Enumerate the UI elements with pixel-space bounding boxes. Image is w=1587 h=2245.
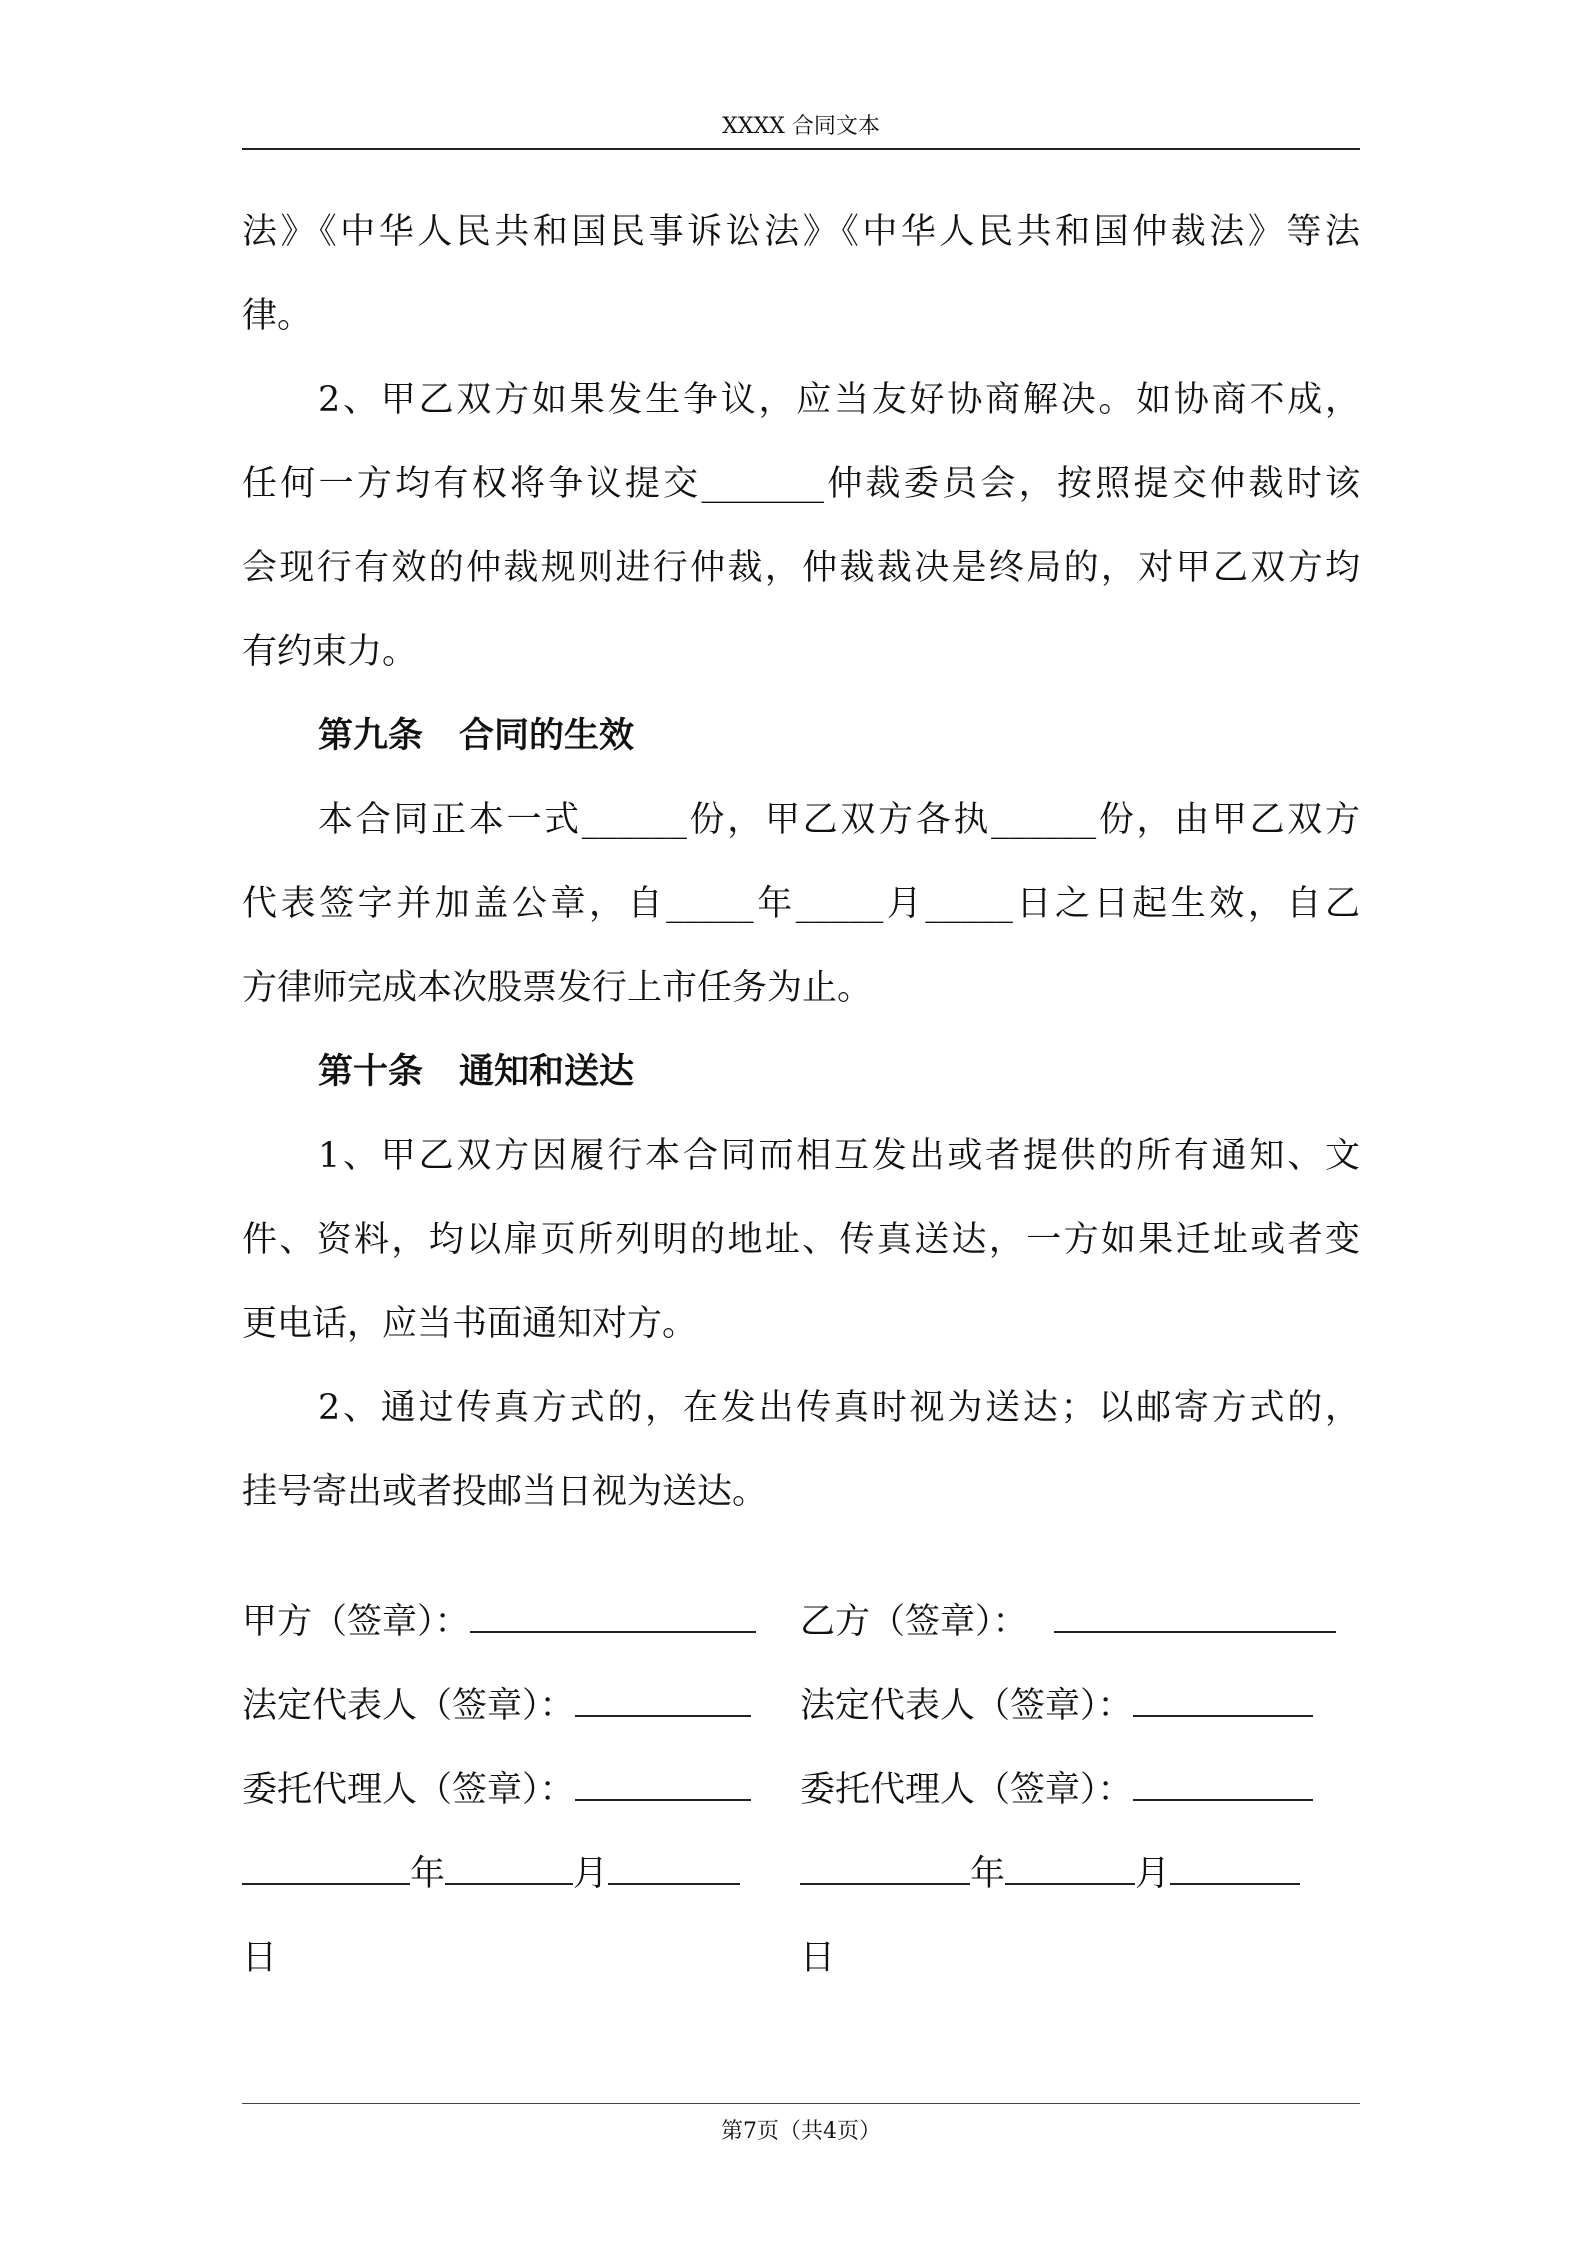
party-a-rep-row	[242, 1664, 772, 1748]
page-number: 第7页（共4页）	[721, 2119, 881, 2144]
party-a-year-label: 年	[410, 1854, 446, 1894]
article-number: 第九条	[318, 715, 424, 756]
paragraph-line: 1、甲乙双方因履行本合同而相互发出或者提供的所有通知、文	[318, 1136, 1360, 1176]
paragraph-line: 更电话，应当书面通知对方。	[242, 1304, 698, 1344]
party-b-year-label: 年	[970, 1854, 1006, 1894]
party-b-day-blank	[1170, 1857, 1300, 1885]
page-header	[242, 112, 1360, 150]
party-b-rep-label: 法定代表人（签章）：	[800, 1686, 1133, 1726]
party-b-rep-blank	[1133, 1689, 1313, 1717]
paragraph-line: 代表签字并加盖公章，自_____年_____月_____日之日起生效，自乙	[242, 884, 1360, 924]
party-a-signature	[242, 1580, 772, 2000]
paragraph-line: 2、通过传真方式的，在发出传真时视为送达；以邮寄方式的，	[318, 1388, 1360, 1428]
party-a-seal-label: 甲方（签章）：	[242, 1602, 470, 1642]
party-b-date-row	[800, 1832, 1360, 1916]
party-a-seal-row	[242, 1580, 772, 1664]
party-a-rep-label: 法定代表人（签章）：	[242, 1686, 575, 1726]
party-a-day-blank	[608, 1857, 740, 1885]
party-a-year-blank	[242, 1857, 410, 1885]
paragraph-line: 方律师完成本次股票发行上市任务为止。	[242, 968, 873, 1008]
party-b-seal-label: 乙方（签章）：	[800, 1602, 1028, 1642]
party-a-rep-blank	[575, 1689, 751, 1717]
party-b-seal-row	[800, 1580, 1360, 1664]
party-a-agent-row	[242, 1748, 772, 1832]
article-number: 第十条	[318, 1051, 424, 1092]
paragraph-line: 法》《中华人民共和国民事诉讼法》《中华人民共和国仲裁法》等法	[242, 212, 1360, 252]
party-a-seal-blank	[470, 1605, 756, 1633]
party-a-agent-label: 委托代理人（签章）：	[242, 1770, 575, 1810]
paragraph-line: 律。	[242, 296, 313, 336]
article-title: 合同的生效	[459, 715, 635, 756]
party-a-agent-blank	[575, 1773, 751, 1801]
party-a-day-row	[242, 1916, 772, 2000]
page-footer	[242, 2103, 1360, 2145]
header-title: XXXX 合同文本	[722, 114, 880, 139]
paragraph-line: 任何一方均有权将争议提交_______仲裁委员会，按照提交仲裁时该	[242, 464, 1360, 504]
party-b-agent-row	[800, 1748, 1360, 1832]
paragraph-line: 会现行有效的仲裁规则进行仲裁，仲裁裁决是终局的，对甲乙双方均	[242, 548, 1360, 588]
party-a-date-row	[242, 1832, 772, 1916]
article-10-heading	[242, 1030, 1360, 1114]
party-b-day-row	[800, 1916, 1360, 2000]
party-b-agent-blank	[1133, 1773, 1313, 1801]
party-b-day-label: 日	[800, 1938, 836, 1978]
party-b-month-blank	[1005, 1857, 1135, 1885]
party-a-month-label: 月	[573, 1854, 609, 1894]
contract-body	[242, 190, 1360, 1534]
paragraph-line: 挂号寄出或者投邮当日视为送达。	[242, 1472, 768, 1512]
paragraph-line: 本合同正本一式______份，甲乙双方各执______份，由甲乙双方	[318, 800, 1360, 840]
paragraph-line: 件、资料，均以扉页所列明的地址、传真送达，一方如果迁址或者变	[242, 1220, 1360, 1260]
party-b-agent-label: 委托代理人（签章）：	[800, 1770, 1133, 1810]
paragraph-line: 有约束力。	[242, 632, 418, 672]
party-b-year-blank	[800, 1857, 970, 1885]
party-b-seal-blank	[1054, 1605, 1336, 1633]
paragraph-line: 2、甲乙双方如果发生争议，应当友好协商解决。如协商不成，	[318, 380, 1360, 420]
article-title: 通知和送达	[459, 1051, 635, 1092]
party-b-signature	[800, 1580, 1360, 2000]
party-a-day-label: 日	[242, 1938, 278, 1978]
party-b-rep-row	[800, 1664, 1360, 1748]
party-b-month-label: 月	[1135, 1854, 1171, 1894]
article-9-heading	[242, 694, 1360, 778]
party-a-month-blank	[445, 1857, 573, 1885]
